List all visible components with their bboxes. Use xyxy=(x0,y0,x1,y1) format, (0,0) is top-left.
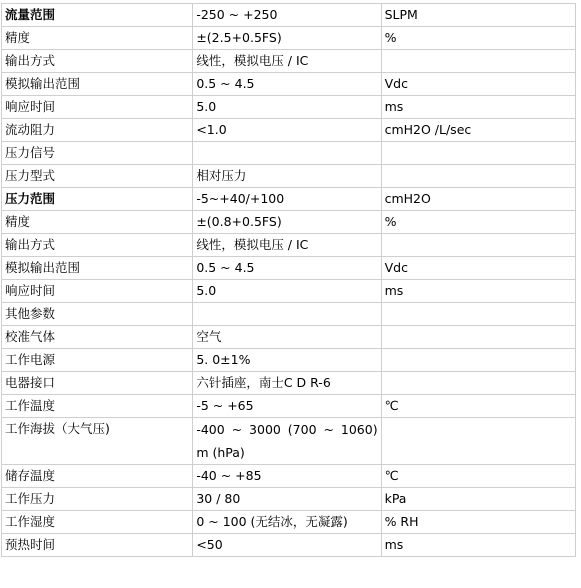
table-row xyxy=(2,73,576,96)
param-cell: 工作湿度 xyxy=(2,511,193,534)
value-cell: 5.0 xyxy=(193,96,381,119)
param-cell: 工作温度 xyxy=(2,395,193,418)
value-cell xyxy=(193,303,381,326)
param-cell: 流量范围 xyxy=(2,4,193,27)
unit-cell: ms xyxy=(381,96,575,119)
table-row xyxy=(2,50,576,73)
table-row xyxy=(2,488,576,511)
param-cell: 储存温度 xyxy=(2,465,193,488)
value-cell xyxy=(193,142,381,165)
param-cell: 精度 xyxy=(2,211,193,234)
param-cell: 响应时间 xyxy=(2,96,193,119)
unit-cell xyxy=(381,234,575,257)
value-cell: 5. 0±1% xyxy=(193,349,381,372)
table-row xyxy=(2,534,576,557)
param-cell: 压力范围 xyxy=(2,188,193,211)
value-cell: 30 / 80 xyxy=(193,488,381,511)
value-cell: -5 ~ +65 xyxy=(193,395,381,418)
unit-cell xyxy=(381,326,575,349)
unit-cell: cmH2O xyxy=(381,188,575,211)
param-cell: 模拟输出范围 xyxy=(2,257,193,280)
unit-cell xyxy=(381,165,575,188)
value-cell: 线性，模拟电压 / IC xyxy=(193,234,381,257)
unit-cell xyxy=(381,418,575,465)
param-cell: 工作压力 xyxy=(2,488,193,511)
unit-cell xyxy=(381,303,575,326)
param-cell: 工作海拔（大气压) xyxy=(2,418,193,465)
param-cell: 模拟输出范围 xyxy=(2,73,193,96)
table-row xyxy=(2,165,576,188)
param-cell: 预热时间 xyxy=(2,534,193,557)
unit-cell xyxy=(381,142,575,165)
unit-cell: ms xyxy=(381,280,575,303)
value-cell: -250 ~ +250 xyxy=(193,4,381,27)
unit-cell xyxy=(381,50,575,73)
param-cell: 精度 xyxy=(2,27,193,50)
table-row xyxy=(2,465,576,488)
value-cell: 5.0 xyxy=(193,280,381,303)
param-cell: 其他参数 xyxy=(2,303,193,326)
table-row xyxy=(2,142,576,165)
table-row xyxy=(2,96,576,119)
value-cell: 0.5 ~ 4.5 xyxy=(193,73,381,96)
unit-cell: ms xyxy=(381,534,575,557)
table-row xyxy=(2,395,576,418)
param-cell: 电器接口 xyxy=(2,372,193,395)
unit-cell xyxy=(381,372,575,395)
value-cell: 线性，模拟电压 / IC xyxy=(193,50,381,73)
spec-table-body xyxy=(2,4,576,557)
value-cell: <1.0 xyxy=(193,119,381,142)
unit-cell: cmH2O /L/sec xyxy=(381,119,575,142)
table-row xyxy=(2,349,576,372)
unit-cell: % xyxy=(381,27,575,50)
value-cell: 0.5 ~ 4.5 xyxy=(193,257,381,280)
unit-cell: ℃ xyxy=(381,395,575,418)
value-cell: -40 ~ +85 xyxy=(193,465,381,488)
value-cell: 相对压力 xyxy=(193,165,381,188)
table-row xyxy=(2,188,576,211)
value-cell: 空气 xyxy=(193,326,381,349)
value-cell: 0 ~ 100 (无结冰，无凝露) xyxy=(193,511,381,534)
table-row xyxy=(2,303,576,326)
unit-cell: SLPM xyxy=(381,4,575,27)
table-row xyxy=(2,418,576,465)
table-row xyxy=(2,280,576,303)
unit-cell: % xyxy=(381,211,575,234)
value-cell: ±(0.8+0.5FS) xyxy=(193,211,381,234)
table-row xyxy=(2,257,576,280)
param-cell: 压力信号 xyxy=(2,142,193,165)
table-row xyxy=(2,119,576,142)
table-row xyxy=(2,511,576,534)
table-row xyxy=(2,234,576,257)
param-cell: 输出方式 xyxy=(2,50,193,73)
value-cell: ±(2.5+0.5FS) xyxy=(193,27,381,50)
spec-table xyxy=(1,3,576,557)
value-cell: -5~+40/+100 xyxy=(193,188,381,211)
table-row xyxy=(2,4,576,27)
value-cell: 六针插座，南士C D R-6 xyxy=(193,372,381,395)
unit-cell: Vdc xyxy=(381,257,575,280)
unit-cell xyxy=(381,349,575,372)
unit-cell: % RH xyxy=(381,511,575,534)
param-cell: 工作电源 xyxy=(2,349,193,372)
param-cell: 压力型式 xyxy=(2,165,193,188)
table-row xyxy=(2,27,576,50)
unit-cell: Vdc xyxy=(381,73,575,96)
param-cell: 流动阻力 xyxy=(2,119,193,142)
param-cell: 校准气体 xyxy=(2,326,193,349)
unit-cell: ℃ xyxy=(381,465,575,488)
param-cell: 响应时间 xyxy=(2,280,193,303)
value-cell: <50 xyxy=(193,534,381,557)
table-row xyxy=(2,372,576,395)
value-cell: -400 ~ 3000 (700 ~ 1060) m (hPa) xyxy=(193,418,381,465)
unit-cell: kPa xyxy=(381,488,575,511)
table-row xyxy=(2,211,576,234)
param-cell: 输出方式 xyxy=(2,234,193,257)
table-row xyxy=(2,326,576,349)
